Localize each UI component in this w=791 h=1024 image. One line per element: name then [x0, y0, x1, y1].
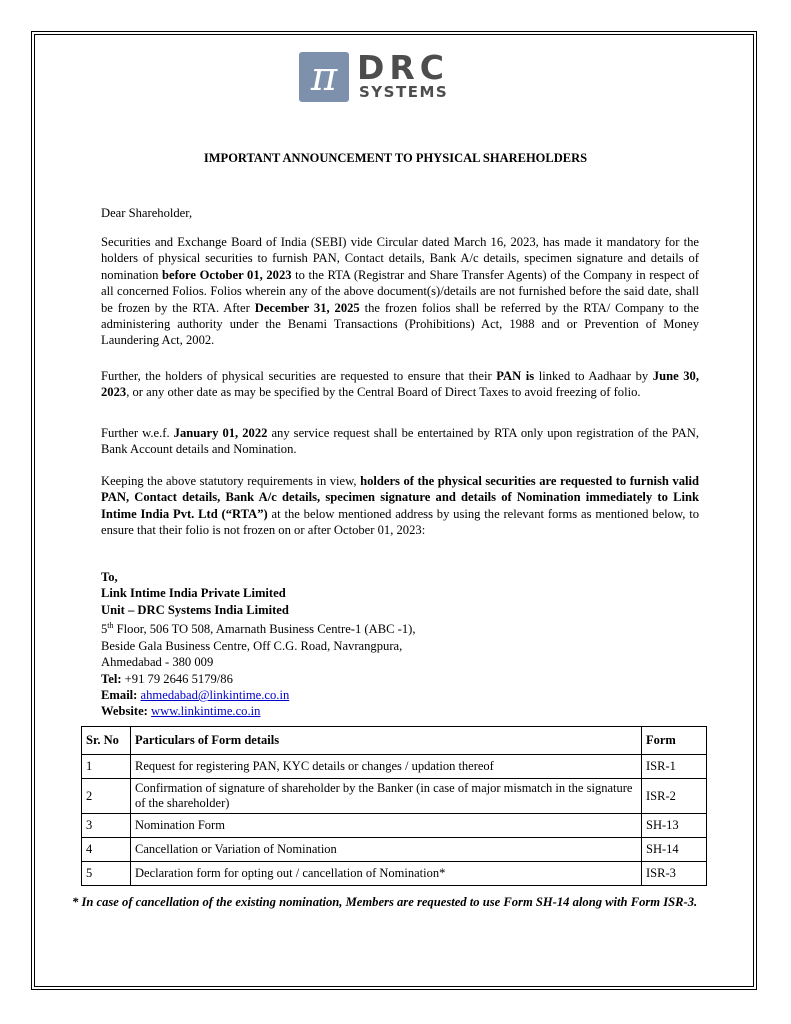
paragraph-pan-aadhaar: Further, the holders of physical securities are requested to ensure that their PAN is linked to Aadhaar by June 30, 2023, or any other date as may be specified by the Central Board of Direct Taxes to avoid freezing of folio.: [101, 369, 699, 400]
cell-particulars: Request for registering PAN, KYC details or changes / updation thereof: [131, 755, 642, 779]
cell-particulars: Cancellation or Variation of Nomination: [131, 838, 642, 862]
address-website: Website: www.linkintime.co.in: [101, 704, 261, 719]
paragraph-sebi-circular: Securities and Exchange Board of India (SEBI) vide Circular dated March 16, 2023, has made it mandatory for the holders of physical securities to furnish PAN, Contact details, Bank A/c details, specimen signature and details of nomination before October 01, 2023 to the RTA (Registrar and Share Transfer Agents) of the Company in respect of all concerned Folios. Folios wherein any of the above document(s)/details are not furnished before the said date, shall be frozen by the RTA. After December 31, 2025 the frozen folios shall be referred by the RTA/ Company to the administering authority under the Benami Transactions (Prohibitions) Act, 1988 and or Prevention of Money Laundering Act, 2002.: [101, 235, 699, 348]
address-company: Link Intime India Private Limited: [101, 586, 286, 601]
table-row: [82, 814, 707, 838]
salutation: Dear Shareholder,: [101, 206, 193, 220]
cell-sr: 3: [82, 814, 131, 838]
cell-form: ISR-2: [642, 779, 707, 814]
table-header-row: [82, 727, 707, 755]
pi-icon: π: [299, 52, 349, 102]
logo-subtitle: SYSTEMS: [359, 83, 449, 101]
header-particulars: Particulars of Form details: [131, 727, 642, 755]
company-logo: [299, 48, 479, 102]
address-tel: Tel: +91 79 2646 5179/86: [101, 671, 233, 686]
address-line-1: 5th Floor, 506 TO 508, Amarnath Business Centre-1 (ABC -1),: [101, 621, 416, 637]
header-sr-no: Sr. No: [82, 727, 131, 755]
cell-form: SH-14: [642, 838, 707, 862]
paragraph-requirements: Keeping the above statutory requirements in view, holders of the physical securities are requested to furnish valid PAN, Contact details, Bank A/c details, specimen signature and details of Nomination immediately to Link Intime India Pvt. Ltd (“RTA”) at the below mentioned address by using the relevant forms as mentioned below, to ensure that their folio is not frozen on or after October 01, 2023:: [101, 474, 699, 538]
address-line-2: Beside Gala Business Centre, Off C.G. Road, Navrangpura,: [101, 638, 403, 653]
cell-particulars: Confirmation of signature of shareholder by the Banker (in case of major mismatch in the signature of the shareholder): [131, 779, 642, 814]
footnote: * In case of cancellation of the existing nomination, Members are requested to use Form SH-14 along with Form ISR-3.: [72, 895, 698, 909]
table-row: [82, 779, 707, 814]
table-row: [82, 838, 707, 862]
table-row: [82, 755, 707, 779]
cell-form: SH-13: [642, 814, 707, 838]
announcement-title: IMPORTANT ANNOUNCEMENT TO PHYSICAL SHAREHOLDERS: [203, 151, 588, 165]
address-unit: Unit – DRC Systems India Limited: [101, 602, 289, 617]
cell-sr: 2: [82, 779, 131, 814]
header-form: Form: [642, 727, 707, 755]
cell-form: ISR-3: [642, 862, 707, 886]
cell-sr: 1: [82, 755, 131, 779]
rta-address: [101, 569, 416, 720]
address-to: To,: [101, 570, 118, 584]
cell-particulars: Declaration form for opting out / cancellation of Nomination*: [131, 862, 642, 886]
logo-name: DRC: [357, 48, 450, 87]
cell-form: ISR-1: [642, 755, 707, 779]
cell-sr: 4: [82, 838, 131, 862]
cell-particulars: Nomination Form: [131, 814, 642, 838]
address-line-3: Ahmedabad - 380 009: [101, 655, 214, 670]
forms-table: [81, 726, 707, 886]
email-link[interactable]: ahmedabad@linkintime.co.in: [140, 688, 290, 703]
paragraph-service-request: Further w.e.f. January 01, 2022 any service request shall be entertained by RTA only upon registration of the PAN, Bank Account details and Nomination.: [101, 426, 699, 457]
table-row: [82, 862, 707, 886]
website-link[interactable]: www.linkintime.co.in: [151, 704, 261, 719]
address-email: Email: ahmedabad@linkintime.co.in: [101, 688, 290, 703]
cell-sr: 5: [82, 862, 131, 886]
